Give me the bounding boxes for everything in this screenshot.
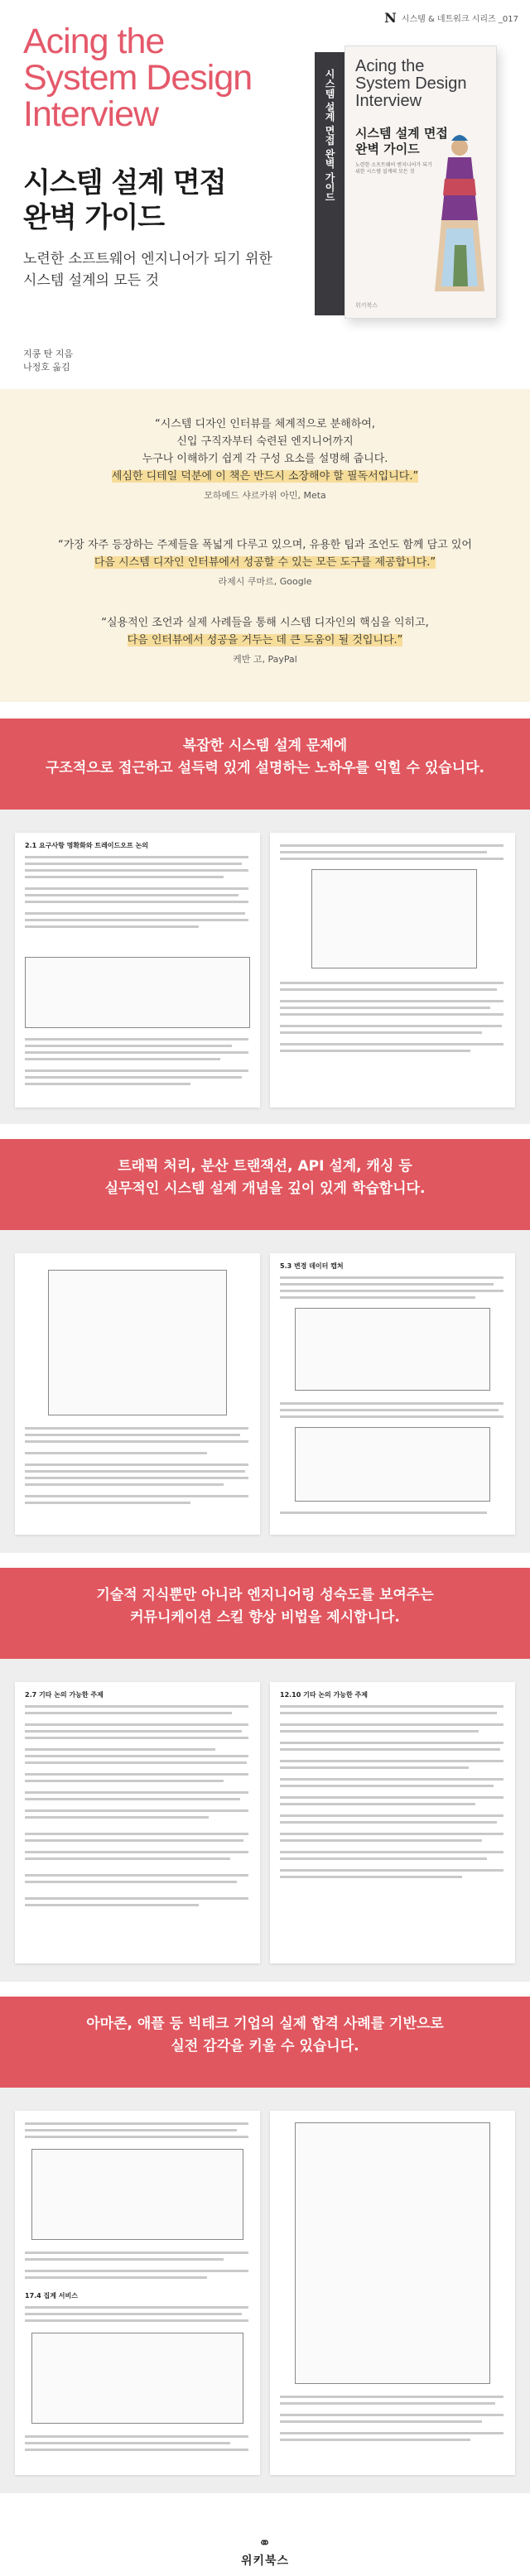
sample-page-right: 12.10 기타 논의 가능한 주제 (270, 1682, 515, 1963)
korean-title: 시스템 설계 면접 완벽 가이드 (23, 166, 226, 234)
cover-title-ko: 시스템 설계 면접 완벽 가이드 (355, 126, 448, 156)
testimonials-section (0, 389, 530, 702)
sample-page-left: 2.7 기타 논의 가능한 주제 (15, 1682, 260, 1963)
sample-page-right (270, 2111, 515, 2475)
sample-page-left: 17.4 집계 서비스 (15, 2111, 260, 2475)
sample-pages-3 (0, 1659, 530, 1982)
sample-pages-2 (0, 1230, 530, 1553)
sample-page-right (270, 833, 515, 1108)
series-label (384, 10, 518, 26)
testimonial-3: “실용적인 조언과 실제 사례들을 통해 시스템 디자인의 핵심을 익히고, 다음 인터뷰에서 성공을 거두는 데 큰 도움이 될 것입니다.” 케반 고, PayPal (0, 614, 530, 668)
hero-section (0, 0, 530, 389)
testimonial-author: 라제시 쿠마르, Google (218, 576, 312, 587)
cover-publisher: 위키북스 (355, 302, 378, 309)
sample-pages-4 (0, 2088, 530, 2493)
section-header-2: 트래픽 처리, 분산 트랜잭션, API 설계, 캐싱 등 실무적인 시스템 설계 개념을 깊이 있게 학습합니다. (0, 1139, 530, 1230)
cover-figure-illustration (430, 129, 489, 295)
sample-page-left (15, 1253, 260, 1535)
publisher-mark-icon: ⚭ (258, 2535, 272, 2552)
sample-page-left: 2.1 요구사항 명확화와 트레이드오프 논의 (15, 833, 260, 1108)
book-authors: 지콩 탄 지음 나정호 옮김 (23, 348, 74, 372)
testimonial-author: 케반 고, PayPal (233, 654, 297, 665)
sample-page-right: 5.3 변경 데이터 캡처 (270, 1253, 515, 1535)
publisher-logo-icon: N (384, 10, 397, 26)
book-spine: 시스템 설계 면접 완벽 가이드 (315, 52, 344, 315)
publisher-logo: ⚭ 위키북스 (0, 2535, 530, 2569)
sample-pages-1 (0, 810, 530, 1124)
testimonial-1: “시스템 디자인 인터뷰를 체계적으로 분해하여, 신입 구직자부터 숙련된 엔지니어까지 누구나 이해하기 쉽게 각 구성 요소를 설명해 줍니다. 세심한 디테일 덕분에 이 책은 반드시 소장해야 할 필독서입니다.” 모하메드 샤르카위 아민, Meta (0, 416, 530, 504)
testimonial-2: “가장 자주 등장하는 주제들을 폭넓게 다루고 있으며, 유용한 팁과 조언도 함께 담고 있어 다음 시스템 디자인 인터뷰에서 성공할 수 있는 모든 도구를 제공합니다.” 라제시 쿠마르, Google (0, 536, 530, 590)
section-header-4: 아마존, 애플 등 빅테크 기업의 실제 합격 사례를 기반으로 실전 감각을 키울 수 있습니다. (0, 1997, 530, 2088)
book-cover (344, 46, 497, 319)
cover-description: 노련한 소프트웨어 엔지니어가 되기 위한 시스템 설계의 모든 것 (355, 162, 432, 175)
cover-title-en: Acing the System Design Interview (355, 57, 467, 110)
book-cover-image (315, 46, 497, 319)
english-title: Acing the System Design Interview (23, 22, 253, 134)
section-header-3: 기술적 지식뿐만 아니라 엔지니어링 성숙도를 보여주는 커뮤니케이션 스킬 향상 비법을 제시합니다. (0, 1568, 530, 1659)
testimonial-author: 모하메드 샤르카위 아민, Meta (204, 490, 326, 501)
footer (0, 2506, 530, 2576)
series-name: 시스템 & 네트워크 시리즈 _017 (401, 15, 518, 24)
book-description: 노련한 소프트웨어 엔지니어가 되기 위한 시스템 설계의 모든 것 (23, 251, 272, 289)
section-header-1: 복잡한 시스템 설계 문제에 구조적으로 접근하고 설득력 있게 설명하는 노하우를 익힐 수 있습니다. (0, 718, 530, 810)
